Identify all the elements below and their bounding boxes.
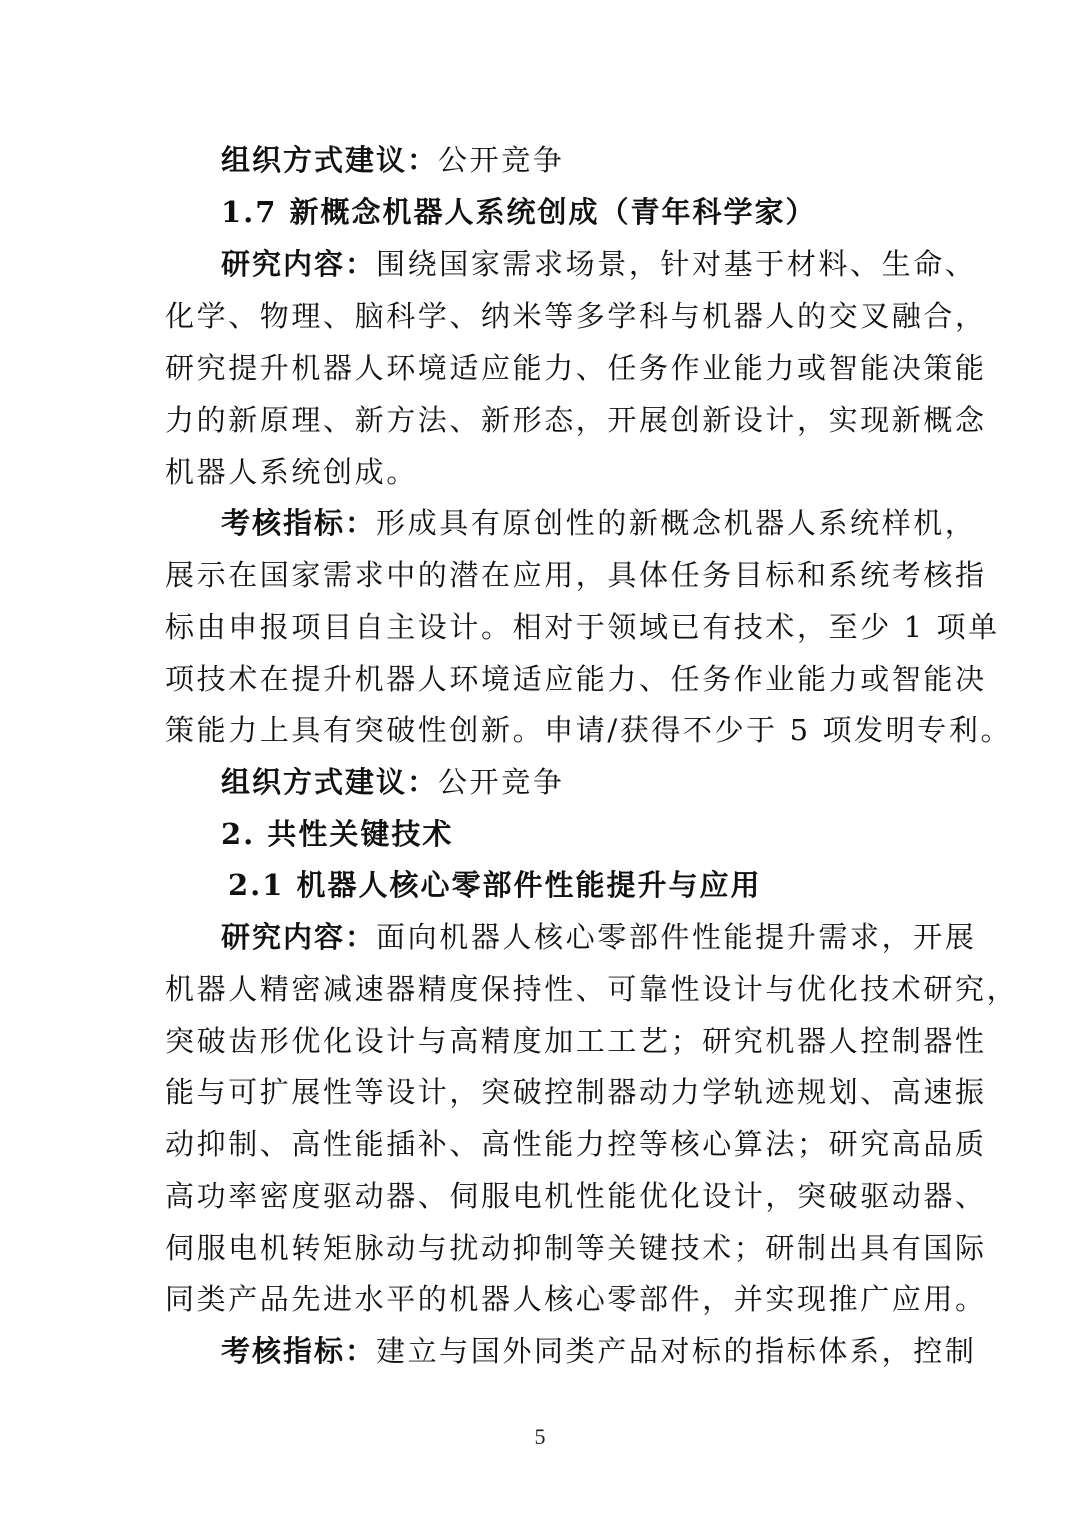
text-line (221, 756, 564, 808)
line-bold-lead: 研究内容： (221, 920, 377, 954)
line-text: 标由申报项目自主设计。相对于领域已有技术，至少 1 项单 (165, 610, 1000, 644)
line-text: 围绕国家需求场景，针对基于材料、生命、 (376, 247, 977, 281)
line-text: 动抑制、高性能插补、高性能力控等核心算法；研究高品质 (165, 1127, 987, 1161)
line-bold-lead: 2. 共性关键技术 (221, 817, 454, 851)
text-line (165, 549, 987, 601)
text-line (165, 446, 418, 498)
line-text: 高功率密度驱动器、伺服电机性能优化设计，突破驱动器、 (165, 1179, 987, 1213)
line-bold-lead: 研究内容： (221, 247, 377, 281)
line-text: 展示在国家需求中的潜在应用，具体任务目标和系统考核指 (165, 558, 987, 592)
text-line (165, 1118, 987, 1170)
line-bold-lead: 考核指标： (221, 506, 377, 540)
line-bold-lead: 2.1 机器人核心零部件性能提升与应用 (228, 868, 762, 902)
text-line (165, 601, 1000, 653)
line-text: 公开竞争 (438, 765, 565, 799)
line-text: 机器人系统创成。 (165, 455, 418, 489)
text-line (221, 1325, 976, 1377)
page-number: 5 (534, 1424, 546, 1449)
text-line (165, 1066, 987, 1118)
section-heading-2-1 (228, 859, 762, 911)
line-text: 形成具有原创性的新概念机器人系统样机， (376, 506, 977, 540)
line-text: 项技术在提升机器人环境适应能力、任务作业能力或智能决 (165, 662, 987, 696)
line-text: 伺服电机转矩脉动与扰动抑制等关键技术；研制出具有国际 (165, 1231, 987, 1265)
line-text: 研究提升机器人环境适应能力、任务作业能力或智能决策能 (165, 351, 987, 385)
text-line (221, 497, 976, 549)
text-line (221, 911, 976, 963)
text-line (221, 238, 976, 290)
text-line (165, 1222, 987, 1274)
text-line (165, 342, 987, 394)
line-text: 能与可扩展性等设计，突破控制器动力学轨迹规划、高速振 (165, 1075, 987, 1109)
line-text: 建立与国外同类产品对标的指标体系，控制 (376, 1334, 977, 1368)
line-text: 策能力上具有突破性创新。申请/获得不少于 5 项发明专利。 (165, 713, 1013, 747)
line-text: 同类产品先进水平的机器人核心零部件，并实现推广应用。 (165, 1282, 987, 1316)
text-line (165, 394, 987, 446)
line-text: 化学、物理、脑科学、纳米等多学科与机器人的交叉融合， (165, 299, 987, 333)
line-bold-lead: 组织方式建议： (221, 765, 439, 799)
line-text: 面向机器人核心零部件性能提升需求，开展 (376, 920, 977, 954)
line-text: 力的新原理、新方法、新形态，开展创新设计，实现新概念 (165, 403, 987, 437)
text-line (165, 1015, 987, 1067)
line-bold-lead: 1.7 新概念机器人系统创成（青年科学家） (221, 195, 817, 229)
line-bold-lead: 考核指标： (221, 1334, 377, 1368)
text-line (165, 1170, 987, 1222)
text-line (165, 1273, 987, 1325)
line-text: 机器人精密减速器精度保持性、可靠性设计与优化技术研究， (165, 972, 1019, 1006)
line-bold-lead: 组织方式建议： (221, 143, 439, 177)
text-line (165, 290, 987, 342)
section-heading-1-7 (221, 186, 817, 238)
text-line (165, 653, 987, 705)
line-text: 公开竞争 (438, 143, 565, 177)
section-heading-2 (221, 808, 453, 860)
text-line (221, 134, 564, 186)
line-text: 突破齿形优化设计与高精度加工工艺；研究机器人控制器性 (165, 1024, 987, 1058)
text-line (165, 704, 1012, 756)
text-line (165, 963, 1018, 1015)
